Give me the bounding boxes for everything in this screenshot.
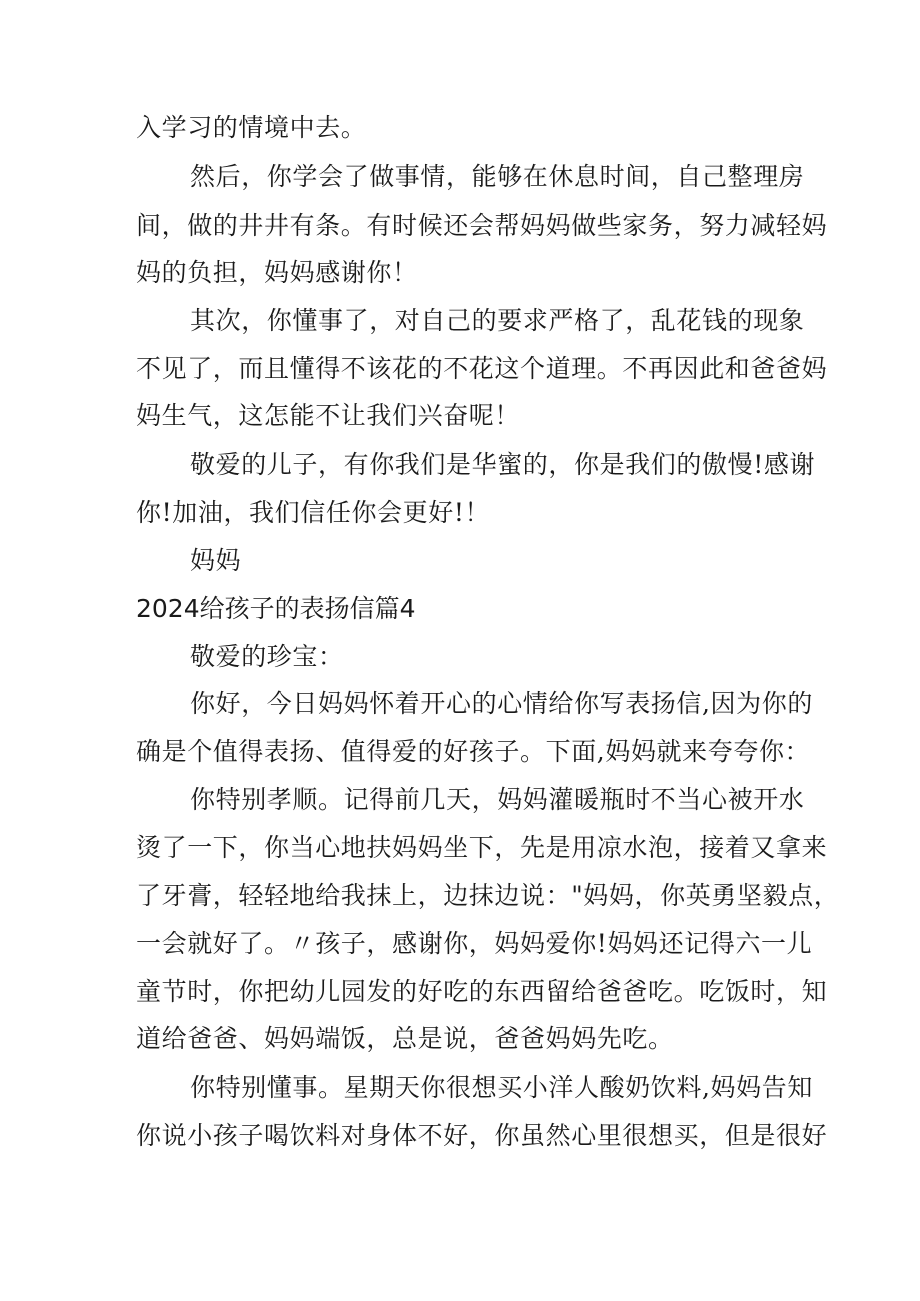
paragraph-first-line: 你好，今日妈妈怀着开心的心情给你写表扬信,因为你的 — [190, 689, 813, 718]
text-line: 烫了一下，你当心地扶妈妈坐下，先是用凉水泡，接着又拿来 — [136, 833, 828, 862]
signature: 妈妈 — [190, 546, 242, 575]
text-line: 道给爸爸、妈妈端饭，总是说，爸爸妈妈先吃。 — [136, 1024, 674, 1053]
text-line: 你说小孩子喝饮料对身体不好，你虽然心里很想买，但是很好 — [136, 1121, 828, 1150]
text-line: 童节时，你把幼儿园发的好吃的东西留给爸爸吃。吃饭时，知 — [136, 977, 828, 1006]
text-line: 妈的负担，妈妈感谢你！ — [136, 258, 418, 287]
paragraph-first-line: 你特别孝顺。记得前几天，妈妈灌暖瓶时不当心被开水 — [190, 785, 805, 814]
text-line: 了牙膏，轻轻地给我抹上，边抹边说："妈妈，你英勇坚毅点， — [136, 881, 840, 910]
salutation: 敬爱的珍宝： — [190, 642, 344, 671]
text-line: 一会就好了。〃孩子，感谢你，妈妈爱你!妈妈还记得六一儿 — [136, 929, 813, 958]
section-heading: 2024给孩子的表扬信篇4 — [136, 594, 416, 623]
paragraph-first-line: 敬爱的儿子，有你我们是华蜜的，你是我们的傲慢!感谢 — [190, 450, 816, 479]
text-line: 你!加油，我们信任你会更好!！ — [136, 498, 491, 527]
text-line: 入学习的情境中去。 — [136, 113, 367, 142]
text-line: 妈生气，这怎能不让我们兴奋呢！ — [136, 401, 521, 430]
text-line: 确是个值得表扬、值得爱的好孩子。下面,妈妈就来夸夸你： — [136, 737, 811, 766]
paragraph-first-line: 其次，你懂事了，对自己的要求严格了，乱花钱的现象 — [190, 306, 805, 335]
paragraph-first-line: 你特别懂事。星期天你很想买小洋人酸奶饮料,妈妈告知 — [190, 1073, 813, 1102]
text-line: 不见了，而且懂得不该花的不花这个道理。不再因此和爸爸妈 — [136, 354, 828, 383]
paragraph-first-line: 然后，你学会了做事情，能够在休息时间，自己整理房 — [190, 162, 805, 191]
text-line: 间，做的井井有条。有时候还会帮妈妈做些家务，努力减轻妈 — [136, 211, 828, 240]
